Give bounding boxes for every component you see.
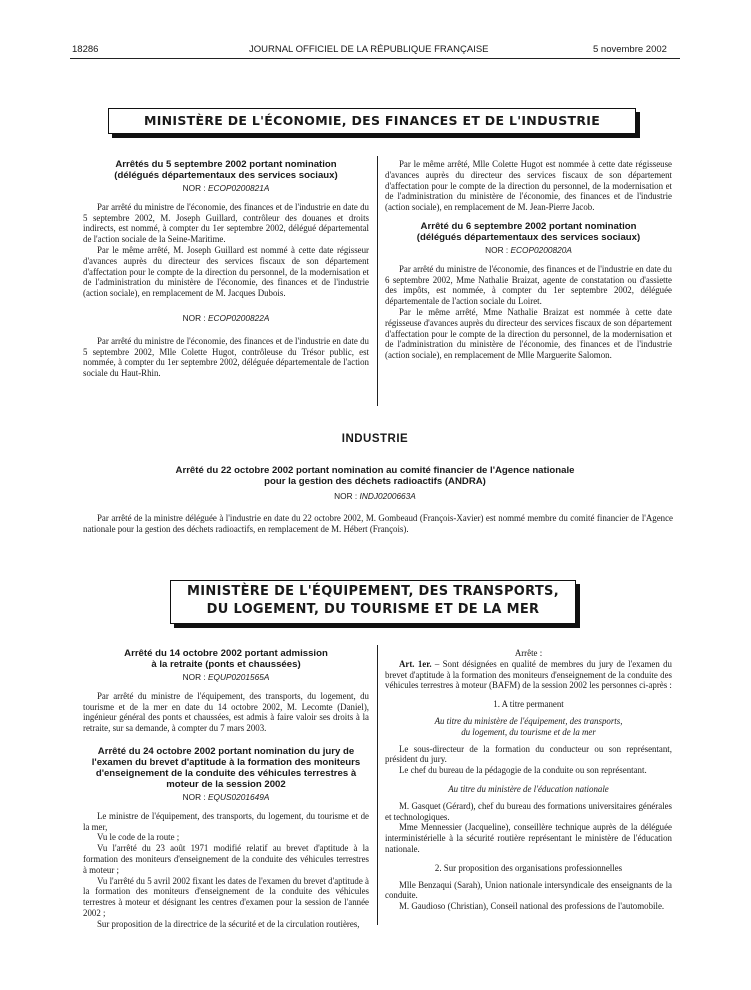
article-paragraph: Par arrêté du ministre de l'économie, des finances et de l'industrie en date du 5 septembre 2002, Mlle Colette Hugot, contrôleuse du Trésor public, est nommée, à compter du 1er septembre 2002, déléguée départementale de l'action sociale du Haut-Rhin. xyxy=(83,335,369,379)
issue-date: 5 novembre 2002 xyxy=(593,44,667,55)
ministry-title-line: DU LOGEMENT, DU TOURISME ET DE LA MER xyxy=(206,602,540,617)
article-title: Arrêtés du 5 septembre 2002 portant nomination (délégués départementaux des services sociaux) xyxy=(114,159,338,181)
article-paragraph: Par arrêté du ministre de l'économie, des finances et de l'industrie en date du 5 septembre 2002, M. Joseph Guillard, contrôleur des douanes et droits indirects, est nommé, à compter du 1er septembre 2002, délégué départemental de l'action sociale de la Seine-Maritime. xyxy=(83,201,369,245)
nor-reference: NOR : ECOP0200820A xyxy=(485,244,572,255)
subsection-heading: du logement, du tourisme et de la mer xyxy=(461,726,596,737)
article-title: Arrêté du 22 octobre 2002 portant nomination au comité financier de l'Agence nationale xyxy=(175,465,575,476)
nor-reference: NOR : INDJ0200663A xyxy=(334,491,416,501)
article-title: Arrêté du 6 septembre 2002 portant nomination (délégués départementaux des services sociaux) xyxy=(416,220,641,243)
ministry-equipement-heading xyxy=(170,580,576,624)
article-paragraph: M. Gaudioso (Christian), Conseil national des professions de l'automobile. xyxy=(399,901,665,912)
nor-reference: NOR : EQUP0201565A xyxy=(182,672,270,682)
subsection-heading: Au titre du ministère de l'équipement, des transports, xyxy=(434,715,623,726)
article-paragraph: Art. 1er. – Sont désignées en qualité de membres du jury de l'examen du brevet d'aptitude à la formation des moniteurs d'enseignement de la conduite des véhicules terrestres à moteur (BAFM) de la session 2002 les personnes ci-après : xyxy=(385,658,672,691)
industrie-body xyxy=(83,513,673,535)
article-paragraph: M. Gasquet (Gérard), chef du bureau des formations universitaires générales et technologiques. xyxy=(385,800,672,822)
journal-title: JOURNAL OFFICIEL DE LA RÉPUBLIQUE FRANÇAISE xyxy=(249,44,489,55)
article-paragraph: Vu l'arrêté du 5 avril 2002 fixant les dates de l'examen du brevet d'aptitude à la formation des moniteurs d'enseignement de la conduite des véhicules terrestres à moteur et désignant les centres d'examen pour la session de l'année 2002 ; xyxy=(83,875,369,918)
ministry2-left-column xyxy=(83,648,369,930)
subsection-heading: Au titre du ministère de l'éducation nationale xyxy=(448,783,609,794)
ministry1-right-column xyxy=(385,159,672,361)
header-rule xyxy=(70,58,680,59)
article-paragraph: Par le même arrêté, Mlle Colette Hugot est nommée à cette date régisseuse d'avances auprès du directeur des services fiscaux de son département d'affectation pour le compte de la direction du personnel, de la modernisation et de l'administration du ministère de l'économie, des finances et de l'industrie (action sociale), en remplacement de M. Jean-Pierre Jacob. xyxy=(385,159,672,213)
article-paragraph: Par le même arrêté, M. Joseph Guillard est nommé à cette date régisseur d'avances auprès du directeur des services fiscaux de son département d'affectation pour le compte de la direction du personnel, de la modernisation et de l'administration du ministère de l'économie, des finances et de l'industrie (action sociale), en remplacement de M. Jacques Dubois. xyxy=(83,244,369,299)
article-paragraph: Vu le code de la route ; xyxy=(97,832,180,843)
article-number: Art. 1er. xyxy=(399,658,432,669)
section-heading-industrie: INDUSTRIE xyxy=(341,433,409,445)
column-separator xyxy=(377,645,378,925)
article-title: Arrêté du 24 octobre 2002 portant nomination du jury de l'examen du brevet d'aptitude à la formation des moniteurs d'enseignement de la conduite des véhicules terrestres à moteur de la session 2002 xyxy=(91,745,361,790)
section-heading: 1. A titre permanent xyxy=(493,699,564,710)
page-number: 18286 xyxy=(72,44,99,55)
article-paragraph: Par arrêté du ministre de l'économie, des finances et de l'industrie en date du 6 septembre 2002, Mme Nathalie Braizat, agente de constatation ou d'assiette des impôts, est nommée, à compter du 1er septembre 2002, déléguée départementale de l'action sociale du Loiret. xyxy=(385,263,672,307)
article-paragraph: Sur proposition de la directrice de la sécurité et de la circulation routières, xyxy=(97,918,360,929)
nor-reference: NOR : EQUS0201649A xyxy=(182,791,270,802)
nor-reference: NOR : ECOP0200822A xyxy=(182,312,270,323)
article-title: pour la gestion des déchets radioactifs (ANDRA) xyxy=(264,476,486,487)
section-heading: 2. Sur proposition des organisations professionnelles xyxy=(434,862,623,873)
article-paragraph: Par le même arrêté, Mme Nathalie Braizat est nommée à cette date régisseuse d'avances auprès du directeur des services fiscaux de son département d'affectation pour le compte de la direction du personnel, de la modernisation et de l'administration du ministère de l'économie, des finances et de l'industrie (action sociale), en remplacement de Mlle Marguerite Salomon. xyxy=(385,306,672,361)
article-paragraph: Mme Mennessier (Jacqueline), conseillère technique auprès de la déléguée interministérielle à la sécurité routière représentant le ministère de l'éducation nationale. xyxy=(385,822,672,854)
article-paragraph: Le sous-directeur de la formation du conducteur ou son représentant, président du jury. xyxy=(385,743,672,765)
article-title: Arrêté du 14 octobre 2002 portant admission à la retraite (ponts et chaussées) xyxy=(124,648,328,670)
nor-reference: NOR : ECOP0200821A xyxy=(182,183,270,193)
article-paragraph: Par arrêté de la ministre déléguée à l'industrie en date du 22 octobre 2002, M. Gombeaud (François-Xavier) est nommé membre du comité financier de l'Agence nationale pour la gestion des déchets radioactifs, en remplacement de M. Hébert (François). xyxy=(83,513,673,534)
ministry-economie-heading: MINISTÈRE DE L'ÉCONOMIE, DES FINANCES ET DE L'INDUSTRIE xyxy=(108,108,636,134)
article-paragraph: Le chef du bureau de la pédagogie de la conduite ou son représentant. xyxy=(399,765,647,776)
ministry1-left-column xyxy=(83,159,369,379)
ministry-title-line: MINISTÈRE DE L'ÉQUIPEMENT, DES TRANSPORTS, xyxy=(187,584,559,599)
arrete-label: Arrête : xyxy=(514,648,543,658)
article-paragraph: Mlle Benzaqui (Sarah), Union nationale intersyndicale des enseignants de la conduite. xyxy=(385,879,672,901)
ministry2-right-column xyxy=(385,648,672,912)
column-separator xyxy=(377,156,378,406)
article-paragraph: Le ministre de l'équipement, des transports, du logement, du tourisme et de la mer, xyxy=(83,810,369,832)
article-paragraph: Vu l'arrêté du 23 août 1971 modifié relatif au brevet d'aptitude à la formation des moniteurs d'enseignement de la conduite des véhicules terrestres à moteur ; xyxy=(83,843,369,875)
article-paragraph: Par arrêté du ministre de l'équipement, des transports, du logement, du tourisme et de la mer en date du 14 octobre 2002, M. Lecomte (Daniel), ingénieur général des ponts et chaussées, est admis à faire valoir ses droits à la retraite, sur sa demande, à compter du 7 mars 2003. xyxy=(83,690,369,734)
